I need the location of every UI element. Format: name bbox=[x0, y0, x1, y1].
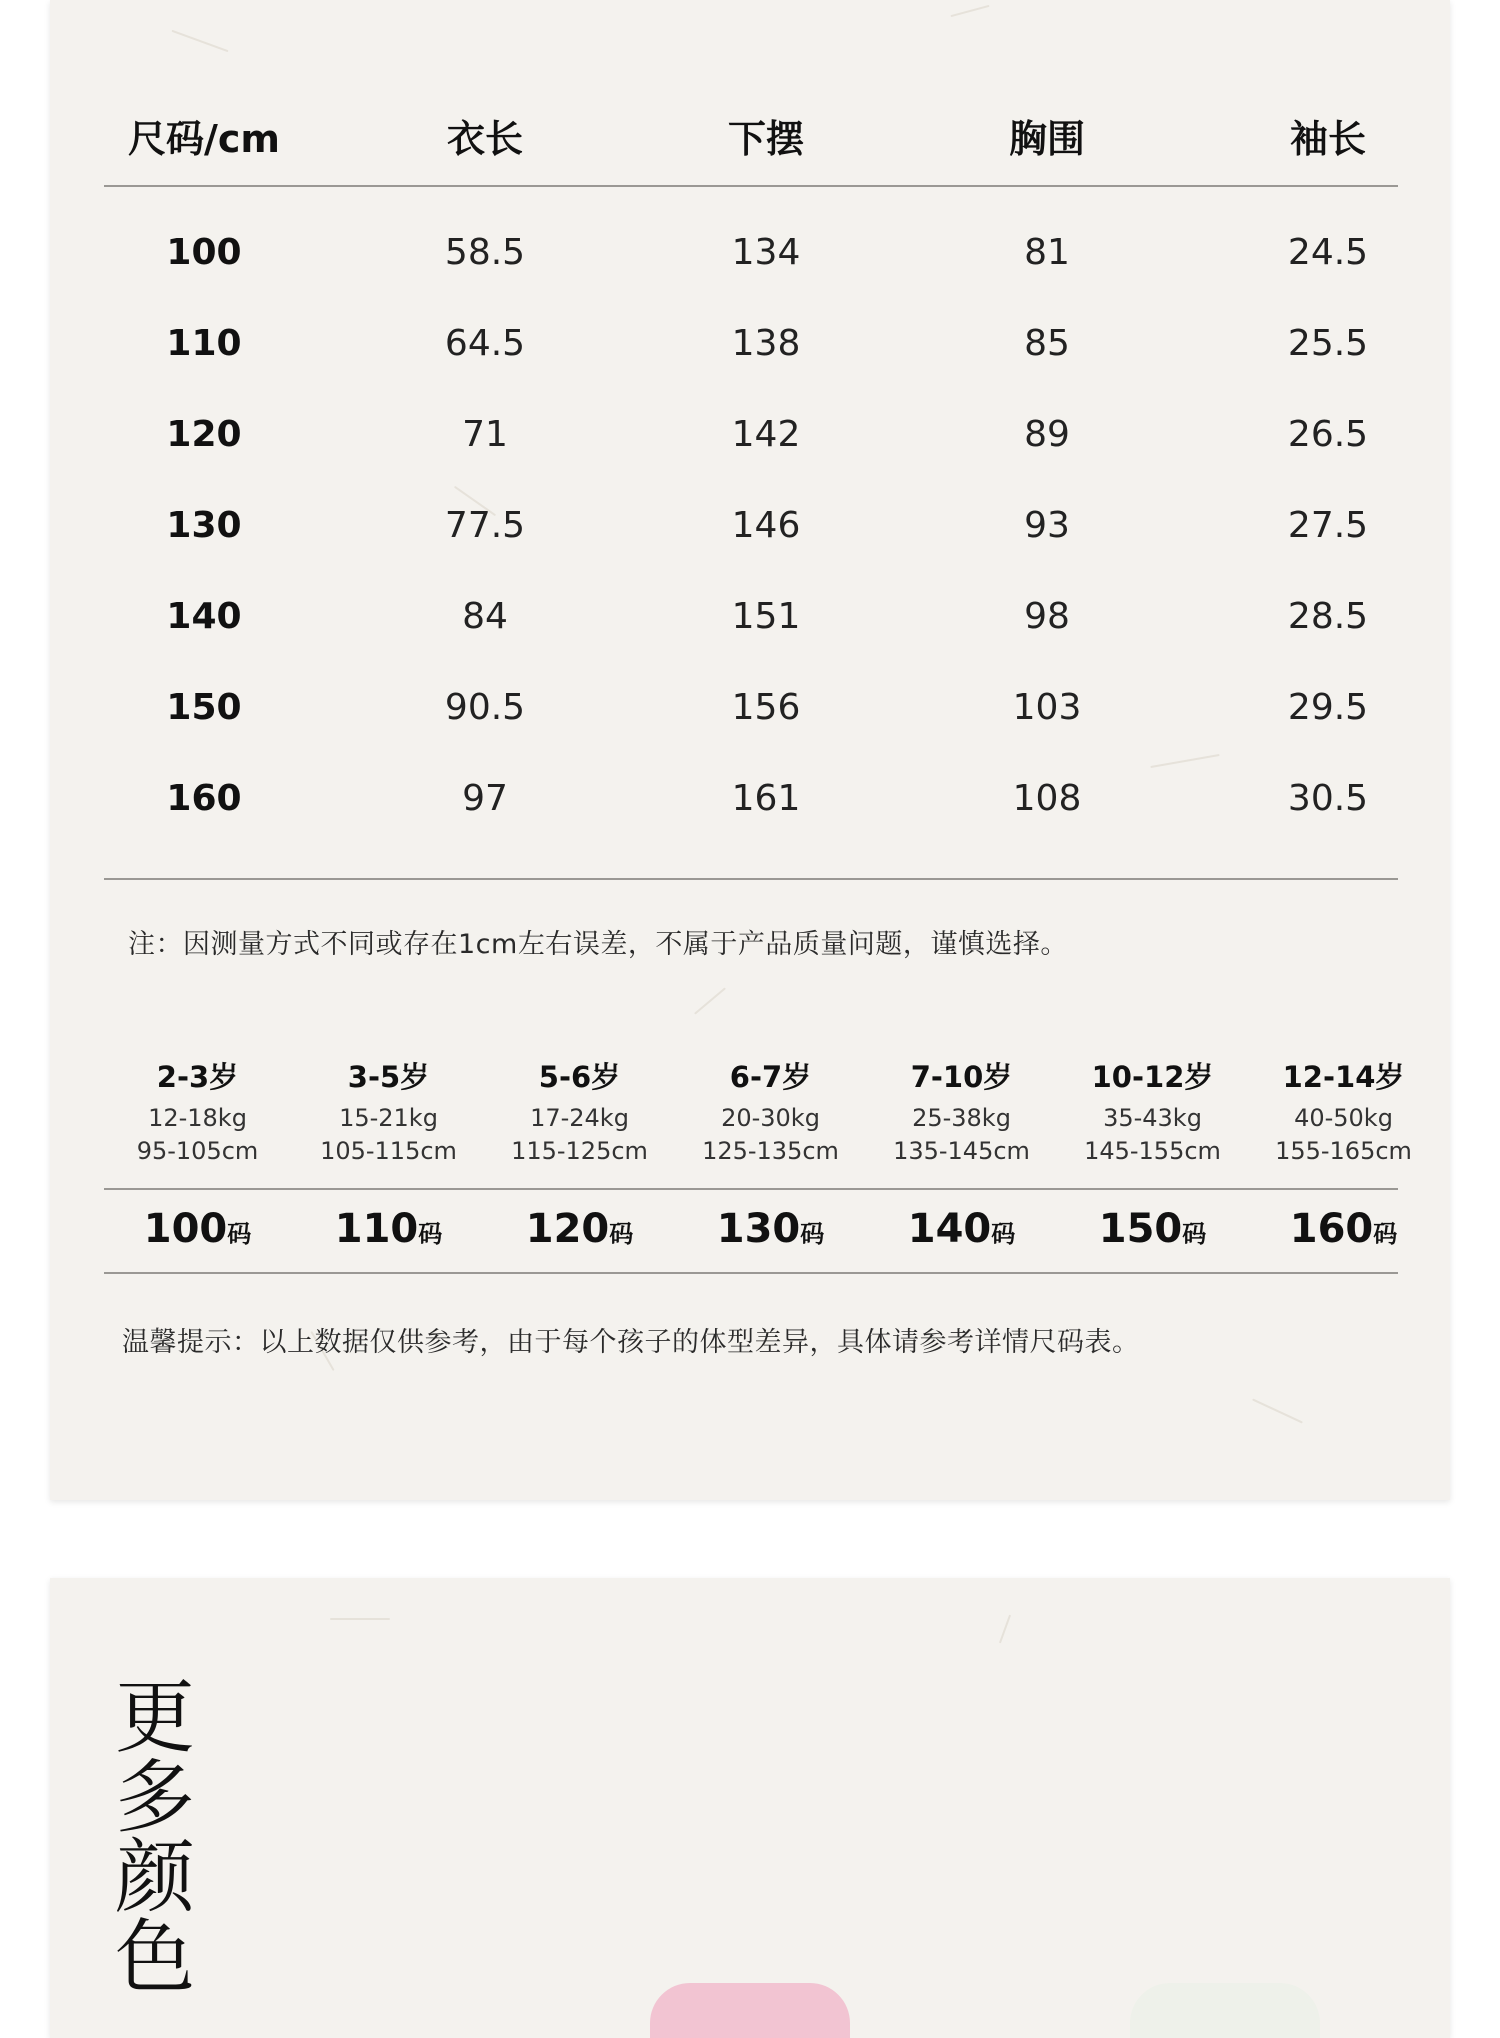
size-code-unit: 码 bbox=[991, 1220, 1016, 1248]
age-weight: 25-38kg bbox=[912, 1104, 1011, 1132]
title-char-2: 多 bbox=[115, 1751, 195, 1844]
cell-size: 120 bbox=[166, 414, 242, 455]
more-colors-title bbox=[110, 1671, 200, 2004]
size-code-number: 140 bbox=[907, 1206, 992, 1252]
header-chest: 胸围 bbox=[1008, 117, 1085, 161]
cell-hem: 146 bbox=[731, 505, 801, 546]
size-code-number: 160 bbox=[1289, 1206, 1374, 1252]
age-divider-bottom bbox=[104, 1272, 1398, 1274]
title-char-4: 色 bbox=[115, 1911, 195, 2004]
age-height: 95-105cm bbox=[136, 1137, 259, 1165]
age-age: 2-3岁 bbox=[156, 1060, 239, 1094]
size-code-unit: 码 bbox=[418, 1220, 443, 1248]
age-age: 7-10岁 bbox=[910, 1060, 1013, 1094]
table-bottom-divider bbox=[104, 878, 1398, 880]
age-height: 155-165cm bbox=[1275, 1137, 1412, 1165]
age-column bbox=[487, 1055, 672, 1168]
size-code-number: 100 bbox=[143, 1206, 228, 1252]
cell-length: 77.5 bbox=[444, 505, 526, 546]
cell-hem: 161 bbox=[731, 778, 801, 819]
age-age: 12-14岁 bbox=[1282, 1060, 1405, 1094]
cell-length: 97 bbox=[462, 778, 508, 819]
cell-chest: 103 bbox=[1012, 687, 1082, 728]
header-hem: 下摆 bbox=[727, 117, 804, 161]
table-row bbox=[104, 687, 1398, 747]
header-length: 衣长 bbox=[446, 117, 523, 161]
more-colors-panel bbox=[50, 1578, 1450, 2038]
age-age: 5-6岁 bbox=[538, 1060, 621, 1094]
cell-hem: 138 bbox=[731, 323, 801, 364]
cell-sleeve: 29.5 bbox=[1287, 687, 1369, 728]
size-code-number: 150 bbox=[1098, 1206, 1183, 1252]
cell-chest: 89 bbox=[1024, 414, 1070, 455]
header-divider bbox=[104, 185, 1398, 187]
cell-chest: 98 bbox=[1024, 596, 1070, 637]
size-code bbox=[105, 1206, 290, 1252]
cell-sleeve: 28.5 bbox=[1287, 596, 1369, 637]
age-weight: 15-21kg bbox=[339, 1104, 438, 1132]
age-column bbox=[869, 1055, 1054, 1168]
cell-hem: 134 bbox=[731, 232, 801, 273]
size-code-unit: 码 bbox=[227, 1220, 252, 1248]
size-chart-panel bbox=[50, 0, 1450, 1500]
size-code-number: 120 bbox=[525, 1206, 610, 1252]
age-age: 3-5岁 bbox=[347, 1060, 430, 1094]
header-sleeve: 袖长 bbox=[1289, 117, 1366, 161]
cell-chest: 81 bbox=[1024, 232, 1070, 273]
table-row bbox=[104, 323, 1398, 383]
size-code-unit: 码 bbox=[1373, 1220, 1398, 1248]
age-column bbox=[1251, 1055, 1436, 1168]
age-column bbox=[1060, 1055, 1245, 1168]
tip-note: 温馨提示：以上数据仅供参考，由于每个孩子的体型差异，具体请参考详情尺码表。 bbox=[122, 1327, 1140, 1358]
size-code-row bbox=[104, 1190, 1398, 1274]
age-weight: 12-18kg bbox=[148, 1104, 247, 1132]
cell-length: 58.5 bbox=[444, 232, 526, 273]
table-row bbox=[104, 505, 1398, 565]
size-code bbox=[1251, 1206, 1436, 1252]
cell-size: 140 bbox=[166, 596, 242, 637]
size-code bbox=[1060, 1206, 1245, 1252]
cell-sleeve: 27.5 bbox=[1287, 505, 1369, 546]
size-code-unit: 码 bbox=[1182, 1220, 1207, 1248]
cell-hem: 142 bbox=[731, 414, 801, 455]
cell-chest: 93 bbox=[1024, 505, 1070, 546]
age-weight: 17-24kg bbox=[530, 1104, 629, 1132]
age-height: 115-125cm bbox=[511, 1137, 648, 1165]
cell-sleeve: 26.5 bbox=[1287, 414, 1369, 455]
size-code-unit: 码 bbox=[609, 1220, 634, 1248]
age-height: 125-135cm bbox=[702, 1137, 839, 1165]
size-code bbox=[869, 1206, 1054, 1252]
table-row bbox=[104, 232, 1398, 292]
age-weight: 35-43kg bbox=[1103, 1104, 1202, 1132]
cell-size: 130 bbox=[166, 505, 242, 546]
age-height: 145-155cm bbox=[1084, 1137, 1221, 1165]
age-column bbox=[296, 1055, 481, 1168]
white-dress-preview[interactable] bbox=[1130, 1983, 1320, 2038]
size-code-unit: 码 bbox=[800, 1220, 825, 1248]
cell-size: 150 bbox=[166, 687, 242, 728]
age-age: 6-7岁 bbox=[729, 1060, 812, 1094]
table-row bbox=[104, 596, 1398, 656]
age-height: 135-145cm bbox=[893, 1137, 1030, 1165]
cell-length: 71 bbox=[462, 414, 508, 455]
size-code bbox=[678, 1206, 863, 1252]
size-code bbox=[487, 1206, 672, 1252]
cell-size: 160 bbox=[166, 778, 242, 819]
pink-dress-preview[interactable] bbox=[650, 1983, 850, 2038]
age-weight: 40-50kg bbox=[1294, 1104, 1393, 1132]
cell-sleeve: 25.5 bbox=[1287, 323, 1369, 364]
title-char-1: 更 bbox=[115, 1671, 195, 1764]
cell-sleeve: 24.5 bbox=[1287, 232, 1369, 273]
title-char-3: 颜 bbox=[115, 1831, 195, 1924]
size-code-number: 110 bbox=[334, 1206, 419, 1252]
cell-sleeve: 30.5 bbox=[1287, 778, 1369, 819]
cell-length: 90.5 bbox=[444, 687, 526, 728]
cell-length: 84 bbox=[462, 596, 508, 637]
cell-size: 110 bbox=[166, 323, 242, 364]
age-height: 105-115cm bbox=[320, 1137, 457, 1165]
table-header bbox=[104, 90, 1398, 180]
age-column bbox=[678, 1055, 863, 1168]
table-row bbox=[104, 778, 1398, 838]
size-code-number: 130 bbox=[716, 1206, 801, 1252]
measurement-note: 注：因测量方式不同或存在1cm左右误差，不属于产品质量问题，谨慎选择。 bbox=[128, 929, 1068, 960]
cell-size: 100 bbox=[166, 232, 242, 273]
header-size: 尺码/cm bbox=[127, 117, 280, 161]
cell-hem: 151 bbox=[731, 596, 801, 637]
cell-chest: 108 bbox=[1012, 778, 1082, 819]
table-row bbox=[104, 414, 1398, 474]
size-code bbox=[296, 1206, 481, 1252]
age-column bbox=[105, 1055, 290, 1168]
cell-chest: 85 bbox=[1024, 323, 1070, 364]
age-age: 10-12岁 bbox=[1091, 1060, 1214, 1094]
age-weight: 20-30kg bbox=[721, 1104, 820, 1132]
cell-length: 64.5 bbox=[444, 323, 526, 364]
cell-hem: 156 bbox=[731, 687, 801, 728]
